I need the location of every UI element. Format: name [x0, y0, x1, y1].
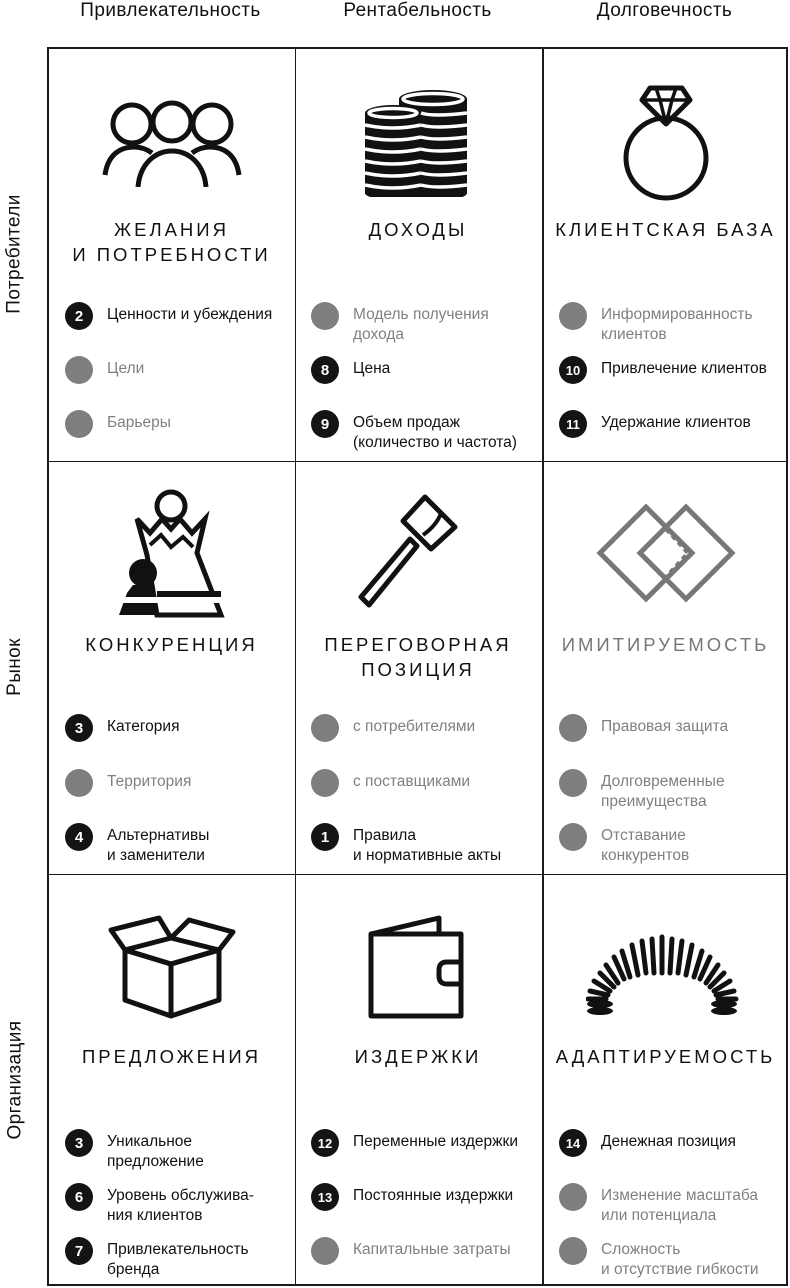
number-badge: 9 — [311, 410, 339, 438]
list-item — [559, 714, 784, 742]
row-header-consumers — [0, 48, 30, 460]
item-label: Капитальные затраты — [353, 1241, 511, 1258]
cell-2-1 — [49, 461, 294, 873]
list-item — [65, 302, 290, 330]
item-label: Цели — [107, 360, 145, 377]
grey-dot-icon — [559, 823, 587, 851]
item-label: Правовая защита — [601, 718, 729, 735]
item-label: с потребителями — [353, 718, 476, 735]
cell-3-2 — [295, 874, 541, 1285]
item-label: Денежная позиция — [601, 1133, 736, 1150]
list-item — [311, 410, 537, 453]
list-item — [65, 769, 290, 797]
item-label: Правила и нормативные акты — [353, 827, 502, 864]
item-label: Удержание клиентов — [601, 414, 751, 431]
cell-title: КЛИЕНТСКАЯ БАЗА — [555, 219, 776, 240]
item-label: Привлечение клиентов — [601, 360, 767, 377]
item-label: Барьеры — [107, 414, 171, 431]
coins-icon — [295, 67, 541, 217]
list-item — [559, 1237, 784, 1280]
number-badge: 1 — [311, 823, 339, 851]
grey-dot-icon — [311, 1237, 339, 1265]
cell-2-2 — [295, 461, 541, 873]
cell-title: ПРЕДЛОЖЕНИЯ — [81, 1046, 262, 1067]
number-badge: 3 — [65, 1129, 93, 1157]
list-item — [311, 714, 537, 742]
list-item — [311, 302, 537, 345]
item-label: Сложность и отсутствие гибкости — [601, 1241, 759, 1278]
item-label: Информированность клиентов — [601, 306, 753, 343]
ring-icon — [543, 67, 788, 217]
cell-3-1 — [49, 874, 294, 1285]
number-badge: 11 — [559, 410, 587, 438]
number-badge: 4 — [65, 823, 93, 851]
list-item — [311, 769, 537, 797]
list-item — [311, 1237, 537, 1265]
grey-dot-icon — [311, 769, 339, 797]
list-item — [65, 1237, 290, 1280]
grey-dot-icon — [559, 714, 587, 742]
list-item — [559, 1129, 784, 1157]
row-header-organization — [0, 873, 30, 1286]
list-item — [559, 302, 784, 345]
list-item — [559, 410, 784, 438]
item-label: Уникальное предложение — [107, 1133, 204, 1170]
list-item — [311, 356, 537, 384]
item-label: Долговременные преимущества — [601, 773, 725, 810]
grey-dot-icon — [559, 769, 587, 797]
list-item — [65, 1129, 290, 1172]
number-badge: 14 — [559, 1129, 587, 1157]
cell-1-1 — [49, 49, 294, 460]
item-label: Альтернативы и заменители — [107, 827, 210, 864]
number-badge: 10 — [559, 356, 587, 384]
grey-dot-icon — [559, 302, 587, 330]
item-label: Объем продаж (количество и частота) — [353, 414, 517, 451]
list-item — [559, 769, 784, 812]
number-badge: 3 — [65, 714, 93, 742]
wallet-icon — [295, 892, 541, 1042]
spring-icon — [543, 892, 788, 1042]
cell-title: ДОХОДЫ — [368, 219, 468, 240]
grey-dot-icon — [65, 410, 93, 438]
cell-1-3 — [543, 49, 788, 460]
gavel-icon — [295, 479, 541, 629]
item-label: Цена — [353, 360, 391, 377]
cell-1-2 — [295, 49, 541, 460]
item-label: Ценности и убеждения — [107, 306, 273, 323]
list-item — [65, 1183, 290, 1226]
cell-title: ИМИТИРУЕМОСТЬ — [561, 634, 770, 655]
cell-title: КОНКУРЕНЦИЯ — [85, 634, 258, 655]
list-item — [65, 823, 290, 866]
grey-dot-icon — [559, 1183, 587, 1211]
list-item — [65, 714, 290, 742]
chess-icon — [49, 479, 294, 629]
cell-title: ПЕРЕГОВОРНАЯ ПОЗИЦИЯ — [324, 634, 512, 680]
row-header-organization-label: Организация — [4, 1020, 25, 1139]
column-header-attractiveness: Привлекательность — [80, 0, 261, 21]
item-label: Привлекательность бренда — [107, 1241, 249, 1278]
list-item — [65, 410, 290, 438]
item-label: Уровень обслужива- ния клиентов — [107, 1187, 254, 1224]
number-badge: 13 — [311, 1183, 339, 1211]
box-icon — [49, 892, 294, 1042]
item-label: Модель получения дохода — [353, 306, 489, 343]
list-item — [311, 1183, 537, 1211]
cell-3-3 — [543, 874, 788, 1285]
cell-title: АДАПТИРУЕМОСТЬ — [555, 1046, 776, 1067]
row-header-market-label: Рынок — [4, 637, 26, 696]
list-item — [65, 356, 290, 384]
list-item — [559, 356, 784, 384]
cell-2-3 — [543, 461, 788, 873]
number-badge: 12 — [311, 1129, 339, 1157]
item-label: Постоянные издержки — [353, 1187, 514, 1204]
grey-dot-icon — [559, 1237, 587, 1265]
column-header-profitability: Рентабельность — [343, 0, 492, 21]
item-label: Изменение масштаба или потенциала — [601, 1187, 758, 1224]
item-label: Категория — [107, 718, 180, 735]
list-item — [559, 823, 784, 866]
row-header-market — [0, 460, 30, 873]
number-badge: 2 — [65, 302, 93, 330]
grey-dot-icon — [311, 714, 339, 742]
item-label: Переменные издержки — [353, 1133, 518, 1150]
list-item — [311, 823, 537, 866]
row-header-consumers-label: Потребители — [4, 194, 26, 314]
overlapping-squares-icon — [543, 479, 788, 629]
column-header-durability: Долговечность — [596, 0, 733, 21]
grey-dot-icon — [311, 302, 339, 330]
number-badge: 6 — [65, 1183, 93, 1211]
list-item — [311, 1129, 537, 1157]
grey-dot-icon — [65, 356, 93, 384]
item-label: с поставщиками — [353, 773, 471, 790]
list-item — [559, 1183, 784, 1226]
item-label: Отставание конкурентов — [601, 827, 690, 864]
grey-dot-icon — [65, 769, 93, 797]
number-badge: 7 — [65, 1237, 93, 1265]
number-badge: 8 — [311, 356, 339, 384]
cell-title: ЖЕЛАНИЯ И ПОТРЕБНОСТИ — [72, 219, 271, 265]
item-label: Территория — [107, 773, 192, 790]
cell-title: ИЗДЕРЖКИ — [354, 1046, 482, 1067]
people-icon — [49, 67, 294, 217]
